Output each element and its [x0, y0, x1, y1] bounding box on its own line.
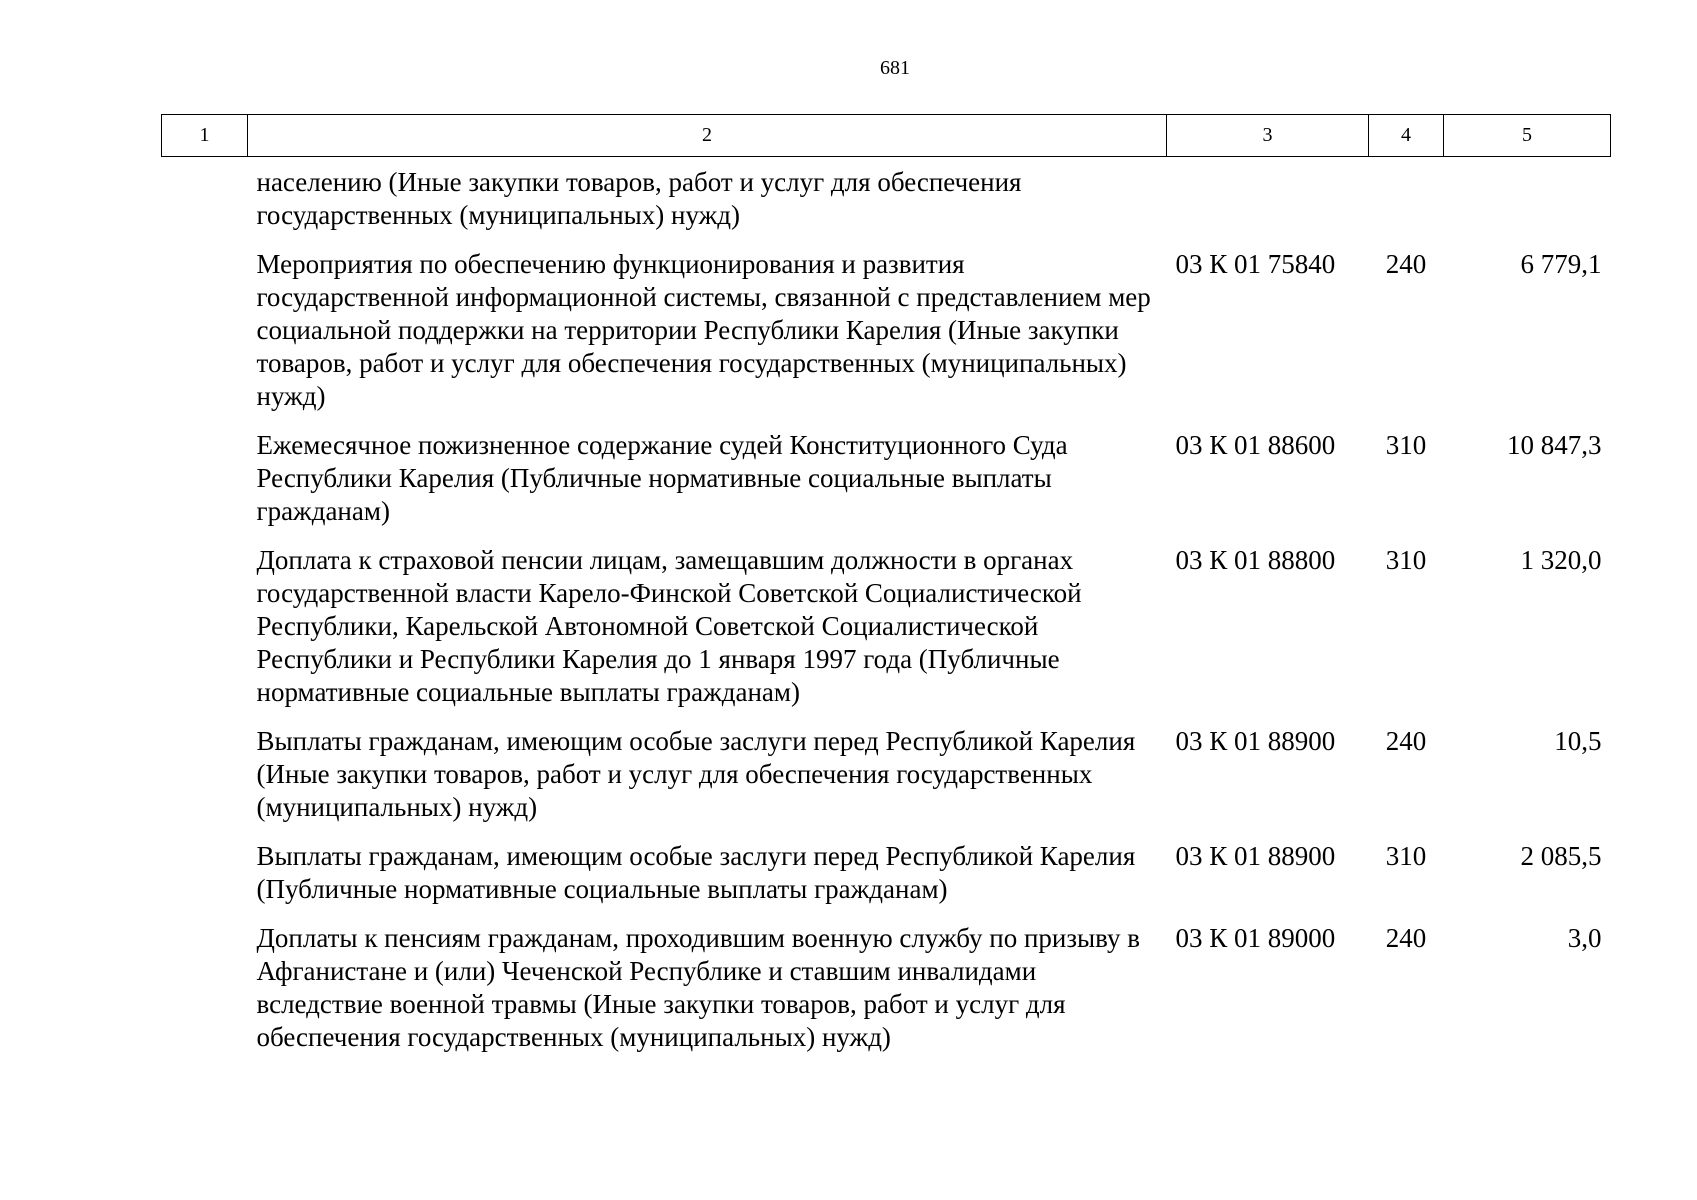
expense-type-code: 240: [1385, 726, 1427, 756]
amount-value: 6 779,1: [1520, 249, 1602, 279]
target-article-code: 03 К 01 88900: [1175, 841, 1336, 871]
table-row: [162, 725, 1611, 840]
target-article-code: 03 К 01 88900: [1175, 726, 1336, 756]
expense-type-code: 310: [1385, 841, 1427, 871]
table-header-row: [162, 115, 1611, 157]
target-article-code: 03 К 01 89000: [1175, 923, 1336, 953]
expense-description: населению (Иные закупки товаров, работ и услуг для обеспечения государственных (муниципальных) нужд): [256, 167, 1022, 230]
expense-description: Мероприятия по обеспечению функционирования и развития государственной информационной системы, связанной с представлением мер социальной поддержки на территории Республики Карелия (Иные закупки товаров, работ и услуг для обеспечения государственных (муниципальных) нужд): [256, 249, 1151, 411]
expense-description: Доплаты к пенсиям гражданам, проходившим военную службу по призыву в Афганистане и (или) Чеченской Республике и ставшим инвалидами вследствие военной травмы (Иные закупки товаров, работ и услуг для обеспечения государственных (муниципальных) нужд): [256, 923, 1140, 1052]
target-article-code: 03 К 01 75840: [1175, 249, 1336, 279]
expense-description: Доплата к страховой пенсии лицам, замещавшим должности в органах государственной власти Карело-Финской Советской Социалистической Республики, Карельской Автономной Советской Социалистической Республики и Республики Карелия до 1 января 1997 года (Публичные нормативные социальные выплаты гражданам): [256, 545, 1082, 707]
table-row: [162, 429, 1611, 544]
amount-value: 10,5: [1554, 726, 1602, 756]
table-row: [162, 157, 1611, 249]
row-index-cell: [162, 544, 248, 725]
row-index-cell: [162, 429, 248, 544]
table-row: [162, 922, 1611, 1070]
expense-description: Ежемесячное пожизненное содержание судей Конституционного Суда Республики Карелия (Публичные нормативные социальные выплаты гражданам): [256, 430, 1068, 526]
amount-value: 1 320,0: [1520, 545, 1602, 575]
expense-type-code: 240: [1385, 923, 1427, 953]
amount-value: [1444, 157, 1611, 249]
target-article-code: 03 К 01 88800: [1175, 545, 1336, 575]
row-index-cell: [162, 248, 248, 429]
target-article-code: [1167, 157, 1369, 249]
expense-type-code: 310: [1385, 430, 1427, 460]
row-index-cell: [162, 157, 248, 249]
row-index-cell: [162, 840, 248, 922]
row-index-cell: [162, 725, 248, 840]
row-index-cell: [162, 922, 248, 1070]
budget-table: [161, 114, 1611, 1070]
column-number-5: 5: [1444, 115, 1611, 157]
table-body: [162, 157, 1611, 1071]
table-row: [162, 840, 1611, 922]
expense-type-code: 310: [1385, 545, 1427, 575]
table-header: [162, 115, 1611, 157]
amount-value: 10 847,3: [1507, 430, 1602, 460]
column-number-2: 2: [248, 115, 1167, 157]
amount-value: 3,0: [1567, 923, 1602, 953]
expense-description: Выплаты гражданам, имеющим особые заслуги перед Республикой Карелия (Иные закупки товаров, работ и услуг для обеспечения государственных (муниципальных) нужд): [256, 726, 1136, 822]
table-row: [162, 248, 1611, 429]
amount-value: 2 085,5: [1520, 841, 1602, 871]
column-number-1: 1: [162, 115, 248, 157]
expense-type-code: [1369, 157, 1444, 249]
page-number: 681: [880, 57, 910, 79]
table-row: [162, 544, 1611, 725]
target-article-code: 03 К 01 88600: [1175, 430, 1336, 460]
expense-description: Выплаты гражданам, имеющим особые заслуги перед Республикой Карелия (Публичные нормативные социальные выплаты гражданам): [256, 841, 1136, 904]
expense-type-code: 240: [1385, 249, 1427, 279]
column-number-4: 4: [1369, 115, 1444, 157]
column-number-3: 3: [1167, 115, 1369, 157]
